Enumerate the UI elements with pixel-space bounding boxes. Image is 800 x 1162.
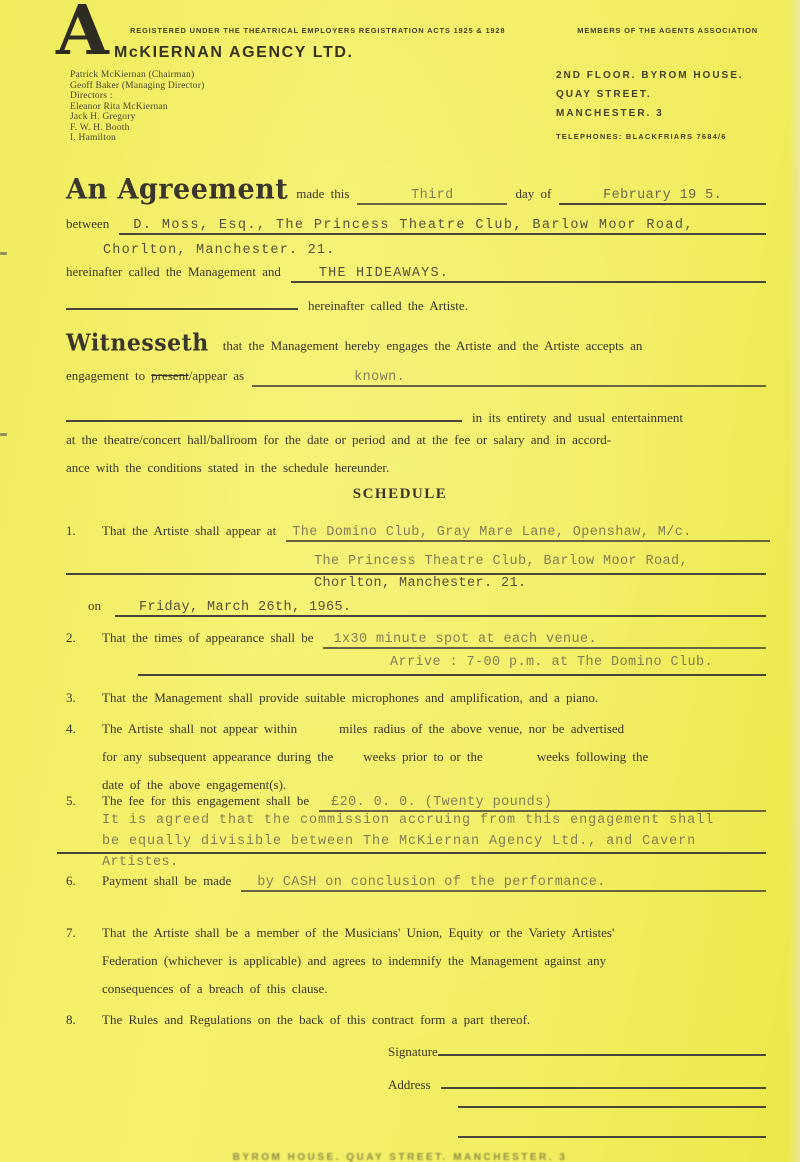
entirety-label: in its entirety and usual entertainment: [472, 410, 684, 425]
director-line: I. Hamilton: [70, 133, 116, 143]
registered-acts-line: REGISTERED UNDER THE THEATRICAL EMPLOYERS REGISTRATION ACTS 1925 & 1928: [130, 26, 506, 35]
day-field: Third: [357, 188, 507, 205]
clause7-line: consequences of a breach of this clause.: [102, 981, 328, 996]
commission-line: Artistes.: [102, 855, 179, 870]
address-line: QUAY STREET.: [556, 89, 652, 100]
witnesseth-body-line: ance with the conditions stated in the schedule hereunder.: [66, 460, 390, 475]
clause-number: 6.: [66, 873, 76, 888]
appear-as-label: /appear as: [188, 368, 245, 383]
clause7-line: Federation (whichever is applicable) and agrees to indemnify the Management against any: [102, 953, 607, 968]
blank-artiste-field: [66, 292, 298, 310]
address-line: 2ND FLOOR. BYROM HOUSE.: [556, 70, 744, 81]
director-line: Geoff Baker (Managing Director): [70, 80, 205, 91]
venue-field-1: The Domino Club, Gray Mare Lane, Openshaw, M/c.: [286, 525, 770, 542]
witnesseth-intro: that the Management hereby engages the Artiste and the Artiste accepts an: [222, 338, 643, 353]
clause-number: 2.: [66, 630, 76, 645]
clause6-label: Payment shall be made: [102, 873, 232, 888]
fee-field: £20. 0. 0. (Twenty pounds): [319, 795, 766, 812]
clause7-line: That the Artiste shall be a member of the Musicians' Union, Equity or the Variety Artistes': [102, 925, 615, 940]
blank-line: [458, 1122, 766, 1138]
blank-entirety-field: [66, 404, 462, 422]
payment-field: by CASH on conclusion of the performance.: [241, 875, 766, 892]
members-association-line: MEMBERS OF THE AGENTS ASSOCIATION: [577, 26, 758, 35]
agency-logo: A: [56, 0, 109, 71]
director-line: Directors :: [70, 91, 113, 101]
clause8-text: The Rules and Regulations on the back of this contract form a part thereof.: [102, 1012, 531, 1027]
address-field: [441, 1072, 766, 1089]
commission-line: be equally divisible between The McKiernan Agency Ltd., and Cavern: [102, 834, 697, 849]
clause4-part6: date of the above engagement(s).: [102, 777, 287, 792]
directors-list: [70, 70, 205, 144]
address-label: Address: [388, 1077, 431, 1092]
schedule-heading: SCHEDULE: [352, 486, 448, 502]
times-field: 1x30 minute spot at each venue.: [323, 632, 766, 649]
clause5-label: The fee for this engagement shall be: [102, 793, 310, 808]
address-line: MANCHESTER. 3: [556, 108, 664, 119]
on-label: on: [88, 598, 101, 613]
director-line: F. W. H. Booth: [70, 122, 130, 133]
signature-field: [438, 1039, 766, 1056]
clause4-part5: weeks following the: [536, 749, 649, 764]
venue-field-3: Chorlton, Manchester. 21.: [314, 576, 527, 591]
engagement-date-field: Friday, March 26th, 1965.: [115, 600, 766, 617]
agency-address: [556, 66, 744, 146]
clause-number: 8.: [66, 1012, 76, 1027]
scan-artifact: [0, 252, 7, 255]
clause4-part2: miles radius of the above venue, nor be advertised: [339, 721, 625, 736]
engagement-label: engagement to: [66, 368, 146, 383]
management-name-field: D. Moss, Esq., The Princess Theatre Club, Barlow Moor Road,: [119, 218, 766, 235]
witnesseth-title: Witnesseth: [66, 329, 209, 357]
telephone-line: TELEPHONES: BLACKFRIARS 7684/6: [556, 132, 727, 141]
artiste-label: hereinafter called the Artiste.: [308, 298, 468, 313]
clause4-part3: for any subsequent appearance during the: [102, 749, 334, 764]
appear-as-field: known.: [252, 370, 766, 387]
scan-artifact: [0, 433, 7, 436]
clause-number: 1.: [66, 523, 76, 538]
day-of-label: day of: [515, 186, 552, 201]
clause-number: 7.: [66, 925, 76, 940]
director-line: Patrick McKiernan (Chairman): [70, 70, 195, 80]
director-line: Eleanor Rita McKiernan: [70, 101, 168, 112]
clause2-label: That the times of appearance shall be: [102, 630, 314, 645]
arrive-field: Arrive : 7-00 p.m. at The Domino Club.: [390, 655, 714, 670]
management-label: hereinafter called the Management and: [66, 264, 281, 279]
agreement-title: An Agreement: [66, 173, 289, 206]
clause-number: 5.: [66, 793, 76, 808]
venue-field-2: The Princess Theatre Club, Barlow Moor Road,: [314, 554, 689, 569]
clause3-text: That the Management shall provide suitable microphones and amplification, and a piano.: [102, 690, 599, 705]
made-this-label: made this: [296, 186, 350, 201]
scan-edge-artifact: [788, 0, 800, 1162]
management-address-continuation: Chorlton, Manchester. 21.: [103, 243, 336, 258]
clause4-part4: weeks prior to or the: [363, 749, 483, 764]
company-name: McKIERNAN AGENCY LTD.: [114, 44, 354, 61]
clause4-part1: The Artiste shall not appear within: [102, 721, 298, 736]
between-label: between: [66, 216, 110, 231]
clause-number: 4.: [66, 721, 76, 736]
signature-label: Signature: [388, 1044, 438, 1059]
month-year-field: February 19 5.: [559, 188, 766, 205]
artiste-name-field: THE HIDEAWAYS.: [291, 266, 766, 283]
footer-partial-text: BYROM HOUSE. QUAY STREET. MANCHESTER. 3: [232, 1152, 568, 1162]
commission-line: It is agreed that the commission accruing from this engagement shall: [102, 813, 715, 828]
clause1-label: That the Artiste shall appear at: [102, 523, 277, 538]
clause-number: 3.: [66, 690, 76, 705]
director-line: Jack H. Gregory: [70, 112, 136, 122]
blank-line: [458, 1092, 766, 1108]
struck-word-present: present: [151, 368, 189, 383]
witnesseth-body-line: at the theatre/concert hall/ballroom for the date or period and at the fee or salary and in accord-: [66, 432, 612, 447]
